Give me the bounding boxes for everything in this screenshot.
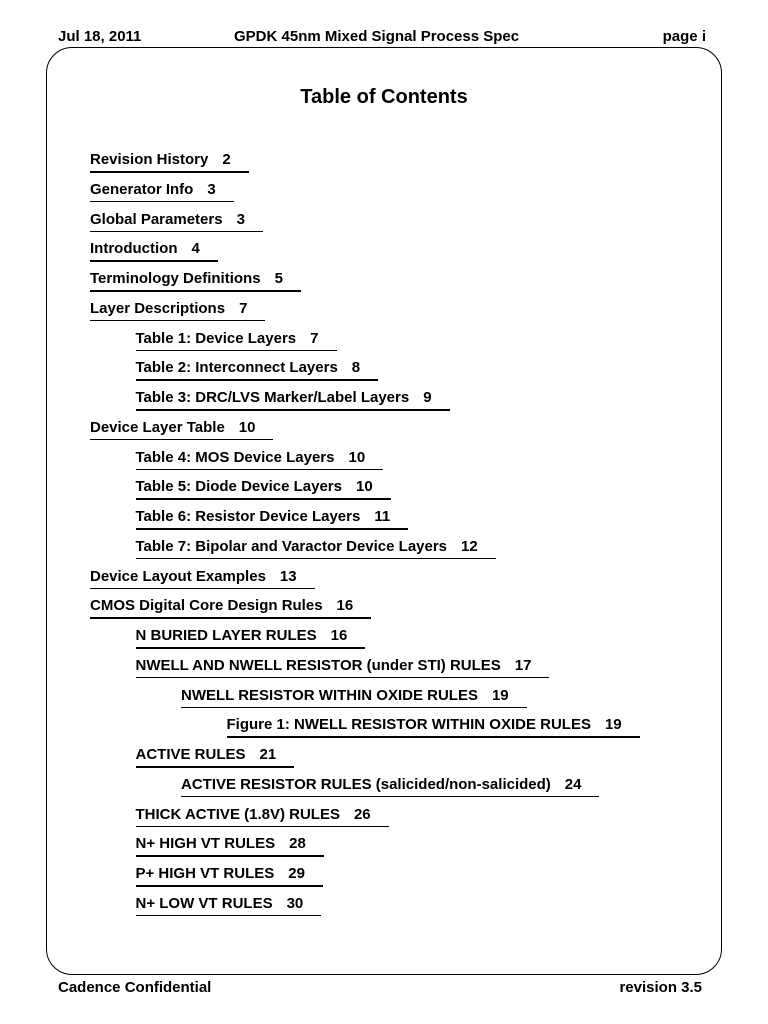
toc-entry-page-number: 26	[353, 805, 371, 823]
toc-entry-label: Global Parameters	[90, 210, 223, 228]
toc-entry-page-number: 16	[336, 597, 354, 615]
toc-entry-label: Revision History	[90, 151, 209, 168]
toc-entry[interactable]	[90, 151, 231, 169]
toc-entry-underline	[136, 677, 550, 679]
toc-entry-underline	[136, 826, 389, 828]
toc-entry-label: N+ LOW VT RULES	[135, 894, 273, 912]
toc-entry-page-number: 11	[374, 508, 391, 525]
toc-entry-label: Table 1: Device Layers	[135, 329, 297, 347]
toc-entry[interactable]	[136, 538, 478, 556]
toc-entry-label: ACTIVE RESISTOR RULES (salicided/non-salicided)	[181, 775, 551, 793]
toc-entry[interactable]	[136, 746, 277, 764]
toc-entry-label: THICK ACTIVE (1.8V) RULES	[135, 805, 340, 823]
toc-entry-page-number: 3	[236, 210, 245, 228]
toc-entry-label: NWELL AND NWELL RESISTOR (under STI) RULES	[135, 656, 501, 674]
toc-entry[interactable]	[136, 627, 348, 645]
toc-entry-page-number: 21	[259, 746, 277, 763]
toc-entry-label: Table 5: Diode Device Layers	[135, 478, 342, 496]
toc-entry[interactable]	[90, 419, 255, 437]
toc-entry[interactable]	[90, 240, 200, 258]
toc-entry-underline	[181, 796, 599, 798]
toc-entry-label: Table 6: Resistor Device Layers	[135, 508, 361, 525]
toc-entry-page-number: 4	[191, 240, 200, 258]
toc-entry[interactable]	[90, 300, 247, 318]
toc-entry-page-number: 30	[286, 894, 304, 912]
toc-entry-label: CMOS Digital Core Design Rules	[90, 597, 323, 615]
toc-entry-page-number: 5	[274, 270, 283, 287]
toc-entry-label: N BURIED LAYER RULES	[135, 627, 317, 644]
toc-entry-label: Introduction	[90, 240, 178, 258]
toc-entry-page-number: 9	[423, 389, 432, 406]
toc-entry-page-number: 10	[355, 478, 373, 496]
toc-entry-page-number: 28	[289, 835, 306, 853]
toc-entry[interactable]	[136, 806, 371, 824]
toc-entry-label: Figure 1: NWELL RESISTOR WITHIN OXIDE RULES	[226, 716, 591, 734]
toc-entry-underline	[181, 707, 527, 709]
toc-entry-underline	[90, 439, 273, 441]
header-document-title: GPDK 45nm Mixed Signal Process Spec	[234, 28, 520, 45]
header-page-number: page i	[662, 28, 706, 45]
toc-entry-page-number: 13	[279, 567, 297, 585]
toc-entry-underline	[136, 350, 337, 352]
toc-entry[interactable]	[136, 359, 361, 377]
toc-entry-page-number: 10	[348, 448, 366, 466]
toc-entry[interactable]	[181, 776, 581, 794]
toc-entry-page-number: 24	[564, 775, 582, 793]
toc-entry-page-number: 17	[514, 656, 532, 674]
toc-entry-page-number: 16	[330, 627, 348, 644]
toc-entry-underline	[90, 617, 371, 619]
toc-entry-page-number: 19	[604, 716, 622, 734]
toc-entry-page-number: 12	[461, 537, 478, 555]
toc-entry-underline	[90, 171, 249, 173]
toc-entry-label: Device Layout Examples	[90, 567, 266, 585]
toc-entry-underline	[136, 409, 450, 411]
toc-entry-label: Device Layer Table	[90, 418, 225, 436]
header-date: Jul 18, 2011	[58, 28, 142, 45]
toc-entry-label: NWELL RESISTOR WITHIN OXIDE RULES	[181, 686, 478, 704]
toc-entry-label: Generator Info	[90, 180, 194, 198]
toc-entry[interactable]	[181, 687, 509, 705]
toc-entry[interactable]	[136, 449, 366, 467]
toc-entry-page-number: 2	[222, 151, 231, 168]
toc-entry-label: Layer Descriptions	[90, 299, 226, 317]
footer-revision: revision 3.5	[619, 979, 702, 996]
toc-entry[interactable]	[136, 865, 305, 883]
toc-entry-underline	[136, 647, 366, 649]
toc-entry[interactable]	[90, 181, 216, 199]
toc-entry[interactable]	[136, 895, 304, 913]
toc-entry-label: P+ HIGH VT RULES	[135, 865, 275, 882]
toc-entry-underline	[90, 260, 218, 262]
toc-entry[interactable]	[136, 508, 391, 526]
toc-entry-underline	[90, 231, 263, 233]
page-title: Table of Contents	[300, 86, 468, 108]
toc-entry-underline	[136, 558, 496, 560]
toc-entry-page-number: 10	[238, 418, 256, 436]
toc-entry-label: Table 7: Bipolar and Varactor Device Layers	[135, 537, 448, 555]
toc-entry-underline	[136, 469, 384, 471]
toc-entry-underline	[136, 528, 409, 530]
toc-entry-label: ACTIVE RULES	[135, 746, 246, 763]
toc-entry-underline	[90, 290, 301, 292]
toc-entry[interactable]	[90, 568, 297, 586]
toc-entry[interactable]	[90, 211, 245, 229]
toc-entry[interactable]	[136, 657, 532, 675]
toc-entry[interactable]	[90, 597, 353, 615]
toc-entry[interactable]	[90, 270, 283, 288]
toc-entry[interactable]	[136, 330, 319, 348]
toc-entry-underline	[90, 201, 234, 203]
toc-entry-underline	[136, 885, 323, 887]
toc-entry-label: Table 3: DRC/LVS Marker/Label Layers	[135, 389, 410, 406]
toc-entry-page-number: 8	[351, 359, 361, 377]
toc-entry-label: Table 4: MOS Device Layers	[135, 448, 335, 466]
toc-entry-underline	[90, 320, 265, 322]
toc-entry-page-number: 7	[310, 329, 319, 347]
toc-entry-underline	[136, 379, 379, 381]
toc-entry-page-number: 19	[491, 686, 509, 704]
toc-entry-label: Table 2: Interconnect Layers	[135, 359, 338, 377]
toc-entry-underline	[136, 498, 391, 500]
footer-confidential: Cadence Confidential	[58, 979, 212, 996]
toc-entry-underline	[90, 588, 315, 590]
toc-entry-page-number: 7	[239, 299, 248, 317]
toc-entry[interactable]	[227, 716, 622, 734]
toc-entry-underline	[136, 915, 322, 917]
toc-entry-page-number: 3	[207, 180, 216, 198]
toc-entry-page-number: 29	[288, 865, 305, 882]
toc-entry-label: N+ HIGH VT RULES	[135, 835, 276, 853]
toc-entry[interactable]	[136, 478, 373, 496]
toc-entry-underline	[136, 855, 324, 857]
toc-entry[interactable]	[136, 835, 306, 853]
toc-entry-underline	[227, 736, 640, 738]
toc-entry[interactable]	[136, 389, 432, 407]
toc-entry-underline	[136, 766, 295, 768]
toc-entry-label: Terminology Definitions	[90, 270, 261, 287]
